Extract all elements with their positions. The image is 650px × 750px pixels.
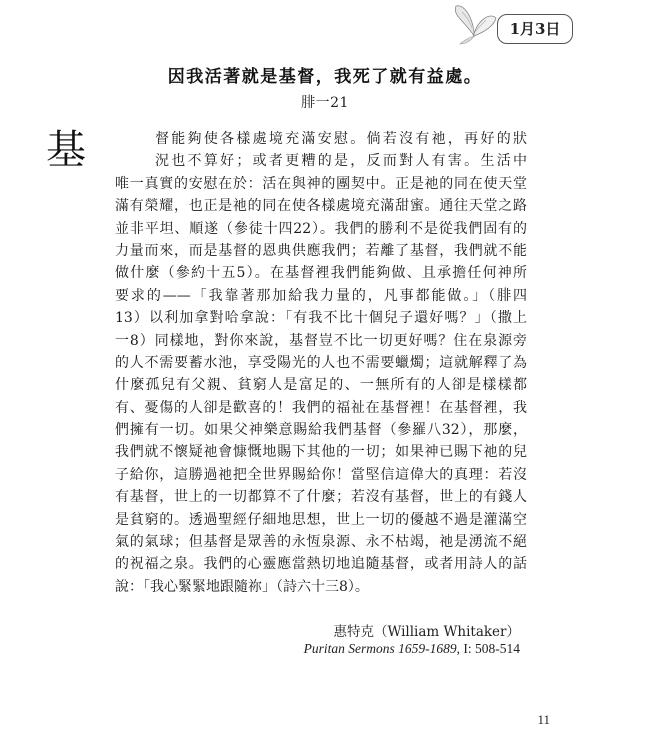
body-line: 要求的——「我靠著那加給我力量的，凡事都能做。」（腓四 bbox=[115, 287, 527, 304]
source-title: Puritan Sermons 1659-1689 bbox=[303, 641, 457, 656]
source-ref: , I: 508-514 bbox=[456, 641, 520, 656]
body-line: 唯一真實的安慰在於：活在與神的團契中。正是祂的同在使天堂 bbox=[115, 175, 527, 192]
devotional-body bbox=[115, 128, 527, 598]
body-line: 況也不算好；或者更糟的是，反而對人有害。生活中 bbox=[155, 153, 527, 170]
body-line: 並非平坦、順遂（參徒十四22）。我們的勝利不是從我們固有的 bbox=[115, 220, 527, 237]
body-line: 的人不需要蓄水池，享受陽光的人也不需要蠟燭；這就解釋了為 bbox=[115, 354, 527, 371]
body-line: 氣的氣球；但基督是眾善的永恆泉源、永不枯竭，祂是湧流不絕 bbox=[115, 534, 527, 551]
date-tab bbox=[497, 14, 573, 44]
body-line: 說：「我心緊緊地跟隨祢」（詩六十三8）。 bbox=[115, 578, 369, 595]
date-label: 1月3日 bbox=[509, 20, 561, 38]
drop-cap: 基 bbox=[46, 127, 86, 173]
page-number: 11 bbox=[537, 712, 550, 727]
body-line: 滿有榮耀，也正是祂的同在使各樣處境充滿甜蜜。通往天堂之路 bbox=[115, 198, 527, 215]
author-name: 惠特克（William Whitaker） bbox=[333, 624, 520, 640]
butterfly-icon bbox=[448, 2, 500, 46]
body-line: 13）以利加拿對哈拿說：「有我不比十個兒子還好嗎？」（撒上 bbox=[115, 310, 527, 327]
body-line: 子給你，這勝過祂把全世界賜給你！當堅信這偉大的真理：若沒 bbox=[115, 466, 527, 483]
body-line: 有基督，世上的一切都算不了什麼；若沒有基督，世上的有錢人 bbox=[115, 489, 527, 506]
body-line: 力量而來，而是基督的恩典供應我們；若離了基督，我們就不能 bbox=[115, 242, 527, 259]
body-line: 是貧窮的。透過聖經仔細地思想，世上一切的優越不過是灌滿空 bbox=[115, 511, 527, 528]
body-line: 們擁有一切。如果父神樂意賜給我們基督（參羅八32），那麼， bbox=[115, 422, 527, 439]
body-line: 做什麼（參約十五5）。在基督裡我們能夠做、且承擔任何神所 bbox=[115, 265, 527, 282]
source-citation bbox=[0, 641, 520, 657]
body-line: 的祝福之泉。我們的心靈應當熱切地追隨基督，或者用詩人的話 bbox=[115, 556, 527, 573]
body-line: 我們就不懷疑祂會慷慨地賜下其他的一切；如果神已賜下祂的兒 bbox=[115, 444, 527, 461]
body-line: 有、憂傷的人卻是歡喜的！我們的福祉在基督裡！在基督裡，我 bbox=[115, 399, 527, 416]
scripture-reference: 腓一21 bbox=[301, 95, 349, 111]
body-line: 什麼孤兒有父親、貧窮人是富足的、一無所有的人卻是樣樣都 bbox=[115, 377, 527, 394]
scripture-verse: 因我活著就是基督，我死了就有益處。 bbox=[167, 67, 483, 87]
body-line: 督能夠使各樣處境充滿安慰。倘若沒有祂，再好的狀 bbox=[155, 131, 527, 147]
body-line: 一8）同樣地，對你來說，基督豈不比一切更好嗎？住在泉源旁 bbox=[115, 332, 527, 349]
